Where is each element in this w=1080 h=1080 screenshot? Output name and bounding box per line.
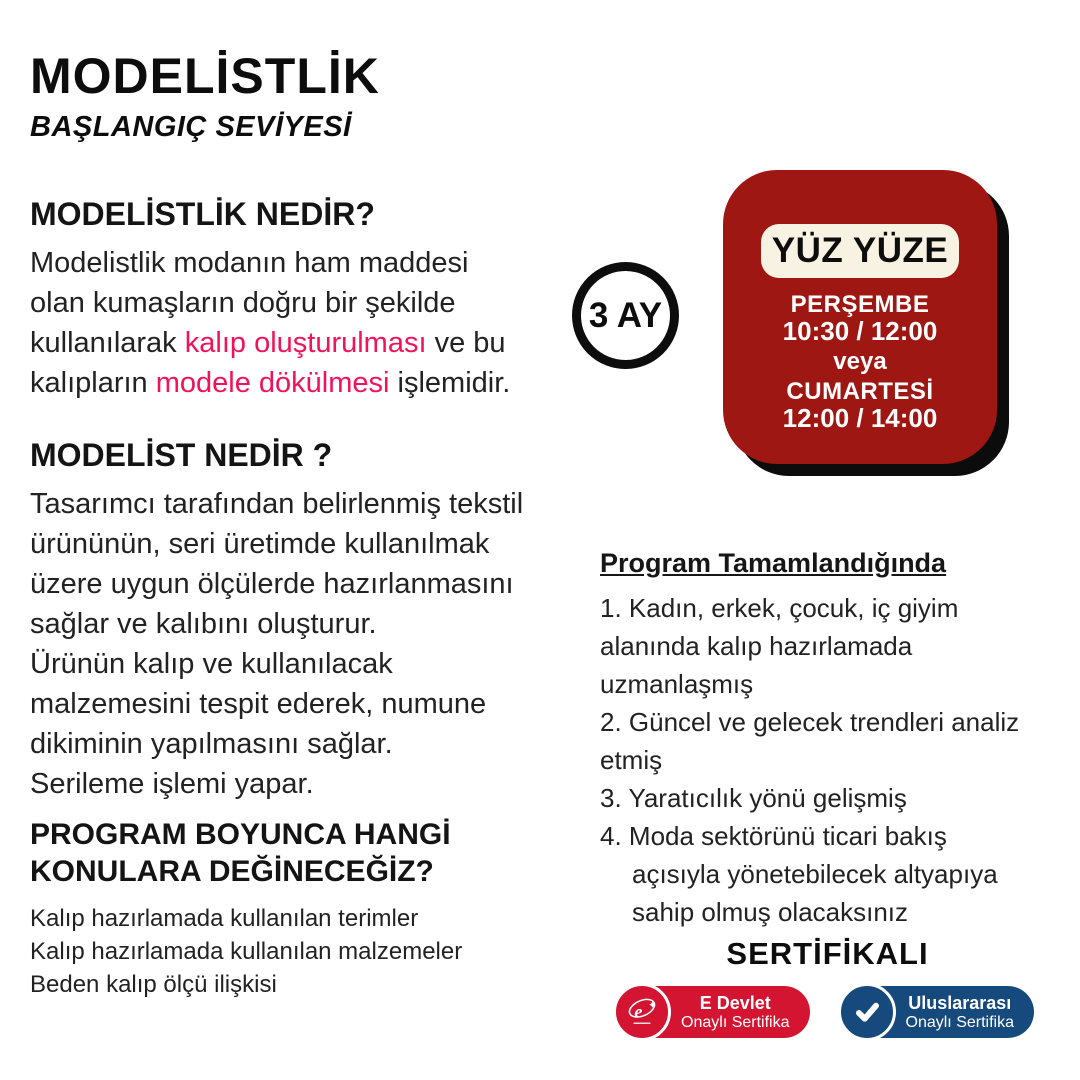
badge-title: Uluslararası [908,992,1012,1013]
outcome-line: etmiş [600,745,663,775]
paragraph-line: olan kumaşların doğru bir şekilde [30,287,456,319]
paragraph-line: Tasarımcı tarafından belirlenmiş tekstil [30,488,524,520]
section-program-topics [30,816,555,1001]
left-column [30,196,555,1001]
paragraph-line: Modelistlik modanın ham maddesi [30,247,469,279]
course-title: MODELİSTLİK [30,48,380,104]
topic-item: Beden kalıp ölçü ilişkisi [30,971,277,998]
outcome-line: 2. Güncel ve gelecek trendleri analiz [600,707,1020,737]
highlighted-text: modele dökülmesi [155,367,390,399]
section-heading: MODELİST NEDİR ? [30,437,333,473]
header [30,50,380,144]
check-icon [838,983,896,1041]
section-paragraph [30,243,555,403]
outcomes-list [600,589,1070,931]
mode-pill: YÜZ YÜZE [761,224,959,278]
topics-list [30,902,555,1001]
badge-title: E Devlet [699,992,771,1013]
section-heading [30,816,555,890]
paragraph-line: sağlar ve kalıbını oluşturur. [30,608,377,640]
completion-heading: Program Tamamlandığında [600,548,947,578]
section-what-is-modelistlik [30,196,555,403]
heading-line: KONULARA DEĞİNECEĞİZ? [30,855,434,888]
highlighted-text: kalıp oluşturulması [184,327,427,359]
section-heading: MODELİSTLİK NEDİR? [30,196,375,232]
outcome-line: sahip olmuş olacaksınız [632,897,909,927]
heading-line: PROGRAM BOYUNCA HANGİ [30,818,451,851]
duration-badge [572,262,679,369]
text-segment: kullanılarak [30,327,185,359]
section-what-is-modelist [30,437,555,804]
outcome-line: açısıyla yönetebilecek altyapıya [632,859,998,889]
paragraph-line: malzemesini tespit ederek, numune [30,688,487,720]
paragraph-line [30,323,555,363]
section-paragraph [30,484,555,804]
paragraph-line [30,363,555,403]
schedule-time: 10:30 / 12:00 [782,316,938,346]
duration-label: 3 AY [588,295,663,335]
schedule-day: PERŞEMBE [790,291,930,318]
paragraph-line: ürününün, seri üretimde kullanılmak [30,528,490,560]
topic-item: Kalıp hazırlamada kullanılan malzemeler [30,938,463,965]
outcome-line: uzmanlaşmış [600,669,754,699]
outcome-line: 4. Moda sektörünü ticari bakış [600,821,947,851]
text-segment: kalıpların [30,367,156,399]
edevlet-certificate-badge [621,986,809,1038]
paragraph-line: Serileme işlemi yapar. [30,768,314,800]
schedule-details [723,291,997,432]
paragraph-line: üzere uygun ölçülerde hazırlanmasını [30,568,514,600]
badge-subtitle: Onaylı Sertifika [681,1013,790,1031]
section-certification [595,936,1060,1038]
course-level-subtitle: BAŞLANGIÇ SEVİYESİ [30,110,352,143]
outcome-line: alanında kalıp hazırlamada [600,631,913,661]
schedule-or: veya [833,348,887,375]
edevlet-logo-icon [613,983,671,1041]
schedule-card [723,170,997,464]
outcome-line: 1. Kadın, erkek, çocuk, iç giyim [600,593,959,623]
text-segment: işlemidir. [389,367,511,399]
schedule-day: CUMARTESİ [786,378,934,405]
certification-badges [595,986,1060,1038]
text-segment: ve bu [426,327,506,359]
paragraph-line: Ürünün kalıp ve kullanılacak [30,648,393,680]
certification-heading: SERTİFİKALI [726,936,929,971]
international-certificate-badge [846,986,1034,1038]
section-completion-outcomes [600,548,1070,931]
outcome-line: 3. Yaratıcılık yönü gelişmiş [600,783,907,813]
topic-item: Kalıp hazırlamada kullanılan terimler [30,905,419,932]
paragraph-line: dikiminin yapılmasını sağlar. [30,728,393,760]
schedule-time: 12:00 / 14:00 [782,403,938,433]
svg-text:e: e [634,1001,643,1022]
badge-subtitle: Onaylı Sertifika [905,1013,1014,1031]
